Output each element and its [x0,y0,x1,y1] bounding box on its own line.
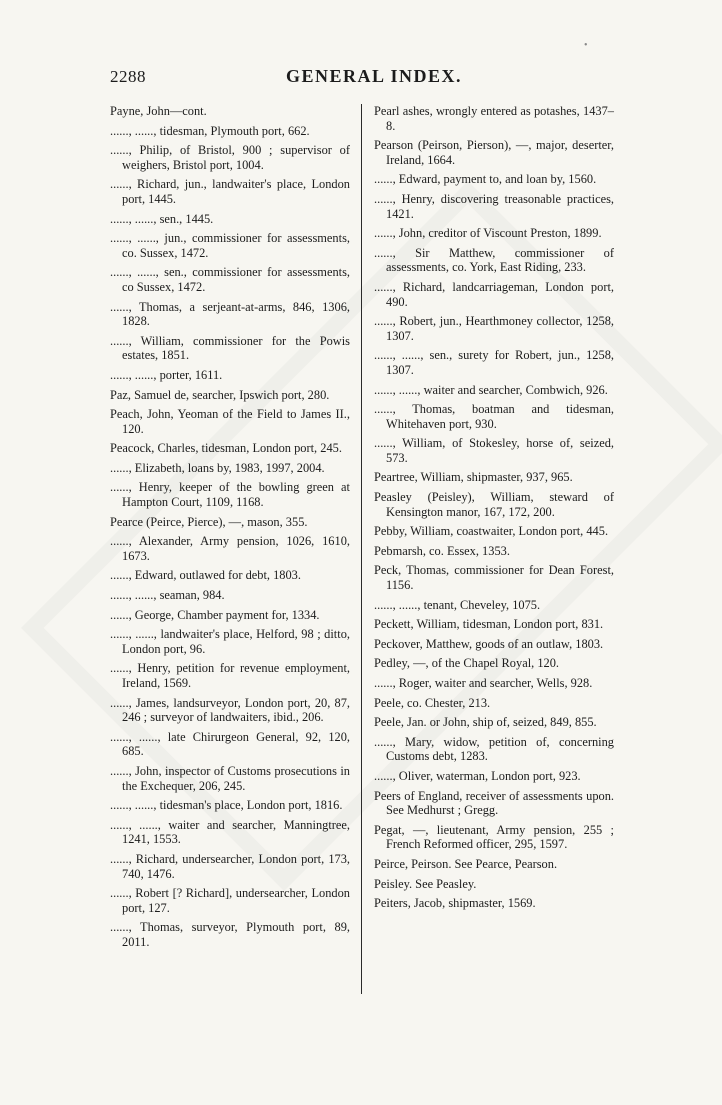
index-entry: ......, John, creditor of Viscount Preston, 1899. [374,226,602,241]
index-entry: Paz, Samuel de, searcher, Ipswich port, 280. [110,387,330,402]
index-entry: Pearson (Peirson, Pierson), —, major, deserter, Ireland, 1664. [374,138,614,167]
index-entry: ......, Thomas, boatman and tidesman, Whitehaven port, 930. [374,402,614,431]
index-entry: ......, Sir Matthew, commissioner of assessments, co. York, East Riding, 233. [374,245,614,275]
index-entry: Peckett, William, tidesman, London port, 831. [374,617,604,632]
index-entry: Peele, co. Chester, 213. [374,695,491,710]
index-entry: ......, ......, sen., commissioner for assessments, co Sussex, 1472. [110,265,350,294]
index-entry: ......, ......, tenant, Cheveley, 1075. [374,597,541,612]
running-title: GENERAL INDEX. [286,66,463,86]
corner-mark: • [584,40,588,51]
index-entry: ......, ......, waiter and searcher, Manningtree, 1241, 1553. [110,817,350,847]
index-entry: ......, Alexander, Army pension, 1026, 1610, 1673. [110,534,350,563]
page-number: 2288 [110,67,146,86]
index-entry: Peirce, Peirson. See Pearce, Pearson. [374,856,558,871]
index-entry: ......, Henry, discovering treasonable practices, 1421. [374,191,614,221]
index-entry: ......, Robert [? Richard], undersearcher, London port, 127. [110,886,350,915]
index-entry: Pebmarsh, co. Essex, 1353. [374,543,510,558]
index-entry: Peiters, Jacob, shipmaster, 1569. [374,896,536,911]
index-entry: Peele, Jan. or John, ship of, seized, 849, 855. [374,715,597,730]
index-entry: ......, Roger, waiter and searcher, Wells, 928. [374,676,593,690]
index-entry: Peasley (Peisley), William, steward of Kensington manor, 167, 172, 200. [374,490,614,519]
index-entry: ......, Robert, jun., Hearthmoney collector, 1258, 1307. [374,314,614,343]
index-entry: ......, Mary, widow, petition of, concerning Customs debt, 1283. [374,734,614,764]
index-entry: ......, ......, tidesman's place, London port, 1816. [110,798,343,813]
index-entry: ......, ......, sen., 1445. [110,211,214,226]
index-entry: ......, James, landsurveyor, London port, 20, 87, 246 ; surveyor of landwaiters, ibid., 206. [110,695,350,725]
left-index-column [110,104,350,955]
index-entry: ......, Henry, keeper of the bowling green at Hampton Court, 1109, 1168. [110,480,350,510]
index-entry: Pearce (Peirce, Pierce), —, mason, 355. [110,514,308,529]
index-entry: ......, Philip, of Bristol, 900 ; supervisor of weighers, Bristol port, 1004. [110,143,350,172]
index-entry: ......, Richard, jun., landwaiter's place, London port, 1445. [110,177,350,206]
index-entry: ......, ......, landwaiter's place, Helford, 98 ; ditto, London port, 96. [110,627,350,656]
index-entry: Payne, John—cont. [110,104,207,118]
index-entry: ......, Edward, outlawed for debt, 1803. [110,568,301,583]
index-entry: ......, Thomas, surveyor, Plymouth port, 89, 2011. [110,920,350,949]
index-entry: ......, ......, porter, 1611. [110,367,223,382]
index-entry: ......, ......, jun., commissioner for assessments, co. Sussex, 1472. [110,231,350,260]
column-divider [361,104,362,994]
index-entry: ......, ......, late Chirurgeon General, 92, 120, 685. [110,729,350,759]
index-entry: Peckover, Matthew, goods of an outlaw, 1803. [374,636,604,651]
index-entry: ......, John, inspector of Customs prosecutions in the Exchequer, 206, 245. [110,763,350,793]
index-entry: ......, William, commissioner for the Powis estates, 1851. [110,333,350,363]
index-entry: ......, Edward, payment to, and loan by, 1560. [374,172,597,187]
index-entry: Pegat, —, lieutenant, Army pension, 255 ; French Reformed officer, 295, 1597. [374,822,614,852]
page-header [0,62,722,92]
index-entry: Peacock, Charles, tidesman, London port, 245. [110,441,342,456]
index-entry: Pedley, —, of the Chapel Royal, 120. [374,656,560,671]
index-entry: ......, George, Chamber payment for, 1334. [110,607,320,622]
index-entry: ......, ......, sen., surety for Robert, jun., 1258, 1307. [374,348,614,377]
index-entry: Peartree, William, shipmaster, 937, 965. [374,470,573,485]
index-entry: Peck, Thomas, commissioner for Dean Forest, 1156. [374,563,614,593]
index-entry: Peach, John, Yeoman of the Field to James II., 120. [110,407,350,436]
index-entry: ......, William, of Stokesley, horse of, seized, 573. [374,436,614,465]
index-entry: Pearl ashes, wrongly entered as potashes, 1437–8. [374,104,614,133]
index-entry: ......, Richard, landcarriageman, London port, 490. [374,279,614,309]
right-index-column [374,104,614,916]
index-entry: ......, ......, waiter and searcher, Combwich, 926. [374,382,608,397]
index-entry: Pebby, William, coastwaiter, London port, 445. [374,524,609,539]
index-entry: ......, Richard, undersearcher, London port, 173, 740, 1476. [110,851,350,881]
index-entry: ......, Henry, petition for revenue employment, Ireland, 1569. [110,661,350,690]
index-entry: Peers of England, receiver of assessments upon. See Medhurst ; Gregg. [374,788,614,818]
index-entry: ......, ......, tidesman, Plymouth port, 662. [110,123,310,138]
index-entry: ......, ......, seaman, 984. [110,588,225,603]
index-entry: ......, Oliver, waterman, London port, 923. [374,768,581,783]
index-entry: Peisley. See Peasley. [374,876,477,891]
index-entry: ......, Elizabeth, loans by, 1983, 1997, 2004. [110,460,325,475]
index-entry: ......, Thomas, a serjeant-at-arms, 846, 1306, 1828. [110,299,350,329]
